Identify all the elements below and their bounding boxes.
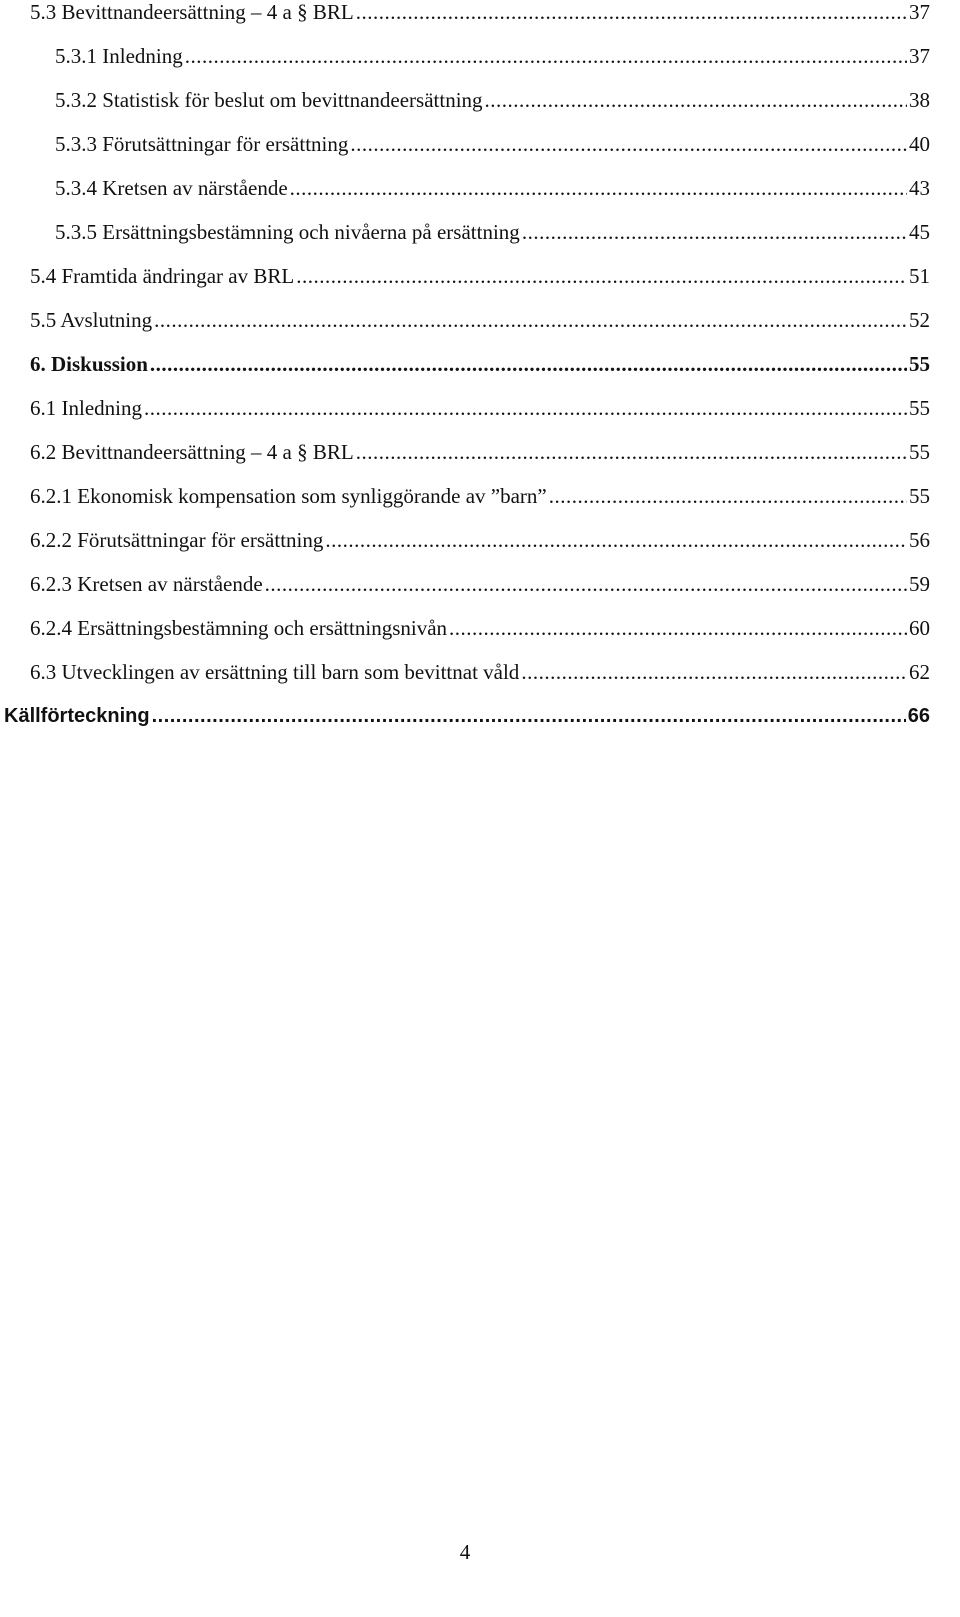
toc-entry[interactable] <box>30 568 930 600</box>
toc-dot-leader <box>350 128 907 160</box>
toc-entry[interactable] <box>30 0 930 28</box>
toc-entry-label: Källförteckning <box>4 705 150 727</box>
toc-entry-label: 5.3 Bevittnandeersättning – 4 a § BRL <box>30 0 354 24</box>
toc-entry-label: 6.2.1 Ekonomisk kompensation som synliggörande av ”barn” <box>30 484 547 508</box>
toc-entry[interactable] <box>30 612 930 644</box>
toc-dot-leader <box>144 392 907 424</box>
toc-dot-leader <box>549 480 907 512</box>
toc-chapter-entry[interactable] <box>30 348 930 380</box>
toc-entry-label: 5.3.2 Statistisk för beslut om bevittnandeersättning <box>55 88 483 112</box>
toc-dot-leader <box>356 436 907 468</box>
toc-dot-leader <box>356 0 907 28</box>
toc-entry[interactable] <box>55 128 930 160</box>
toc-dot-leader <box>154 304 907 336</box>
toc-entry[interactable] <box>30 392 930 424</box>
toc-entry-label: 6. Diskussion <box>30 352 148 376</box>
toc-entry-page: 37 <box>909 0 930 24</box>
toc-dot-leader <box>325 524 907 556</box>
toc-entry-label: 6.3 Utvecklingen av ersättning till barn som bevittnat våld <box>30 660 520 684</box>
toc-dot-leader <box>290 172 907 204</box>
page-number: 4 <box>459 1540 471 1564</box>
toc-entry-page: 56 <box>909 528 930 552</box>
toc-dot-leader <box>485 84 907 116</box>
toc-entry-label: 6.2.3 Kretsen av närstående <box>30 572 263 596</box>
toc-entry-label: 5.3.4 Kretsen av närstående <box>55 176 288 200</box>
toc-entry-page: 51 <box>909 264 930 288</box>
toc-entry-label: 5.4 Framtida ändringar av BRL <box>30 264 295 288</box>
toc-entry-label: 6.2.4 Ersättningsbestämning och ersättningsnivån <box>30 616 448 640</box>
toc-entry-label: 6.1 Inledning <box>30 396 142 420</box>
toc-entry[interactable] <box>30 656 930 688</box>
toc-entry[interactable] <box>30 436 930 468</box>
toc-dot-leader <box>522 216 907 248</box>
toc-entry[interactable] <box>55 40 930 72</box>
toc-entry-label: 5.3.3 Förutsättningar för ersättning <box>55 132 349 156</box>
toc-entry-label: 5.3.5 Ersättningsbestämning och nivåerna på ersättning <box>55 220 520 244</box>
toc-entry-page: 66 <box>907 705 930 727</box>
toc-entry-label: 5.5 Avslutning <box>30 308 153 332</box>
toc-entry-page: 55 <box>909 352 930 376</box>
toc-dot-leader <box>152 700 906 732</box>
toc-dot-leader <box>296 260 907 292</box>
toc-chapter-entry[interactable] <box>4 700 930 732</box>
toc-entry-page: 45 <box>909 220 930 244</box>
toc-entry-label: 6.2 Bevittnandeersättning – 4 a § BRL <box>30 440 354 464</box>
toc-dot-leader <box>449 612 907 644</box>
toc-entry[interactable] <box>30 260 930 292</box>
toc-entry-page: 38 <box>909 88 930 112</box>
toc-dot-leader <box>150 348 907 380</box>
toc-entry[interactable] <box>55 216 930 248</box>
toc-entry[interactable] <box>55 84 930 116</box>
toc-entry-page: 55 <box>909 484 930 508</box>
toc-entry-page: 59 <box>909 572 930 596</box>
toc-entry-page: 55 <box>909 440 930 464</box>
toc-entry[interactable] <box>30 304 930 336</box>
toc-entry[interactable] <box>30 524 930 556</box>
toc-entry-page: 55 <box>909 396 930 420</box>
toc-entry[interactable] <box>55 172 930 204</box>
toc-entry-page: 40 <box>909 132 930 156</box>
toc-dot-leader <box>521 656 907 688</box>
toc-entry-label: 6.2.2 Förutsättningar för ersättning <box>30 528 324 552</box>
toc-entry-page: 62 <box>909 660 930 684</box>
toc-entry-page: 52 <box>909 308 930 332</box>
toc-dot-leader <box>185 40 907 72</box>
toc-entry[interactable] <box>30 480 930 512</box>
toc-entry-page: 60 <box>909 616 930 640</box>
toc-entry-page: 43 <box>909 176 930 200</box>
toc-dot-leader <box>265 568 907 600</box>
toc-entry-page: 37 <box>909 44 930 68</box>
toc-entry-label: 5.3.1 Inledning <box>55 44 183 68</box>
